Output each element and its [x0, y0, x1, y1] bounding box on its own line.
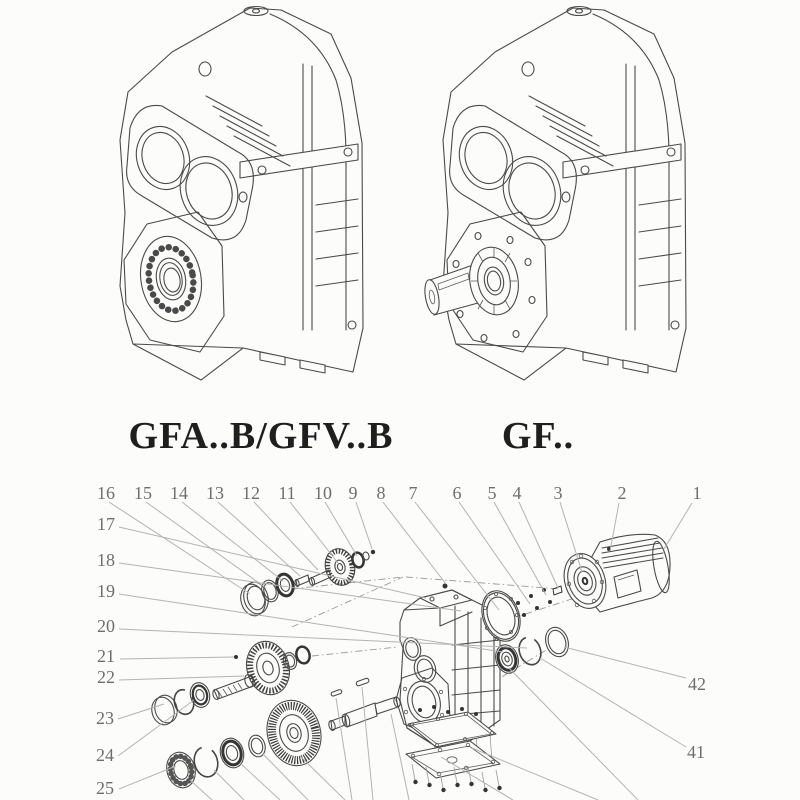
callout-3: 3	[553, 483, 563, 503]
model-label-left: GFA..B/GFV..B	[128, 415, 394, 457]
callout-22: 22	[97, 667, 115, 687]
callout-12: 12	[242, 483, 260, 503]
callout-21: 21	[97, 646, 115, 666]
gearbox-left-drawing	[120, 7, 363, 381]
flange-bolts	[516, 586, 562, 617]
callout-1: 1	[692, 483, 702, 503]
model-label-right: GF..	[501, 415, 575, 457]
callout-2: 2	[617, 483, 627, 503]
callout-9: 9	[348, 483, 358, 503]
callout-20: 20	[97, 616, 115, 636]
callout-16: 16	[97, 483, 115, 503]
callout-11: 11	[278, 483, 296, 503]
callout-13: 13	[206, 483, 224, 503]
callout-17: 17	[97, 514, 115, 534]
callout-10: 10	[314, 483, 332, 503]
callout-7: 7	[408, 483, 418, 503]
callout-24: 24	[96, 745, 114, 765]
exploded-view	[149, 534, 673, 792]
callout-15: 15	[134, 483, 152, 503]
callout-25: 25	[96, 778, 114, 798]
intermediate-gear-parts	[149, 636, 312, 727]
callout-6: 6	[452, 483, 462, 503]
callout-14: 14	[170, 483, 188, 503]
callout-42: 42	[688, 674, 706, 694]
vent-plug-bolt	[443, 584, 448, 589]
motor-unit	[557, 534, 672, 614]
gearbox-right-drawing	[423, 7, 686, 381]
callout-4: 4	[512, 483, 522, 503]
callout-5: 5	[487, 483, 497, 503]
callout-41: 41	[687, 742, 705, 762]
callout-23: 23	[96, 708, 114, 728]
callout-19: 19	[97, 581, 115, 601]
callout-8: 8	[376, 483, 386, 503]
callout-18: 18	[97, 550, 115, 570]
